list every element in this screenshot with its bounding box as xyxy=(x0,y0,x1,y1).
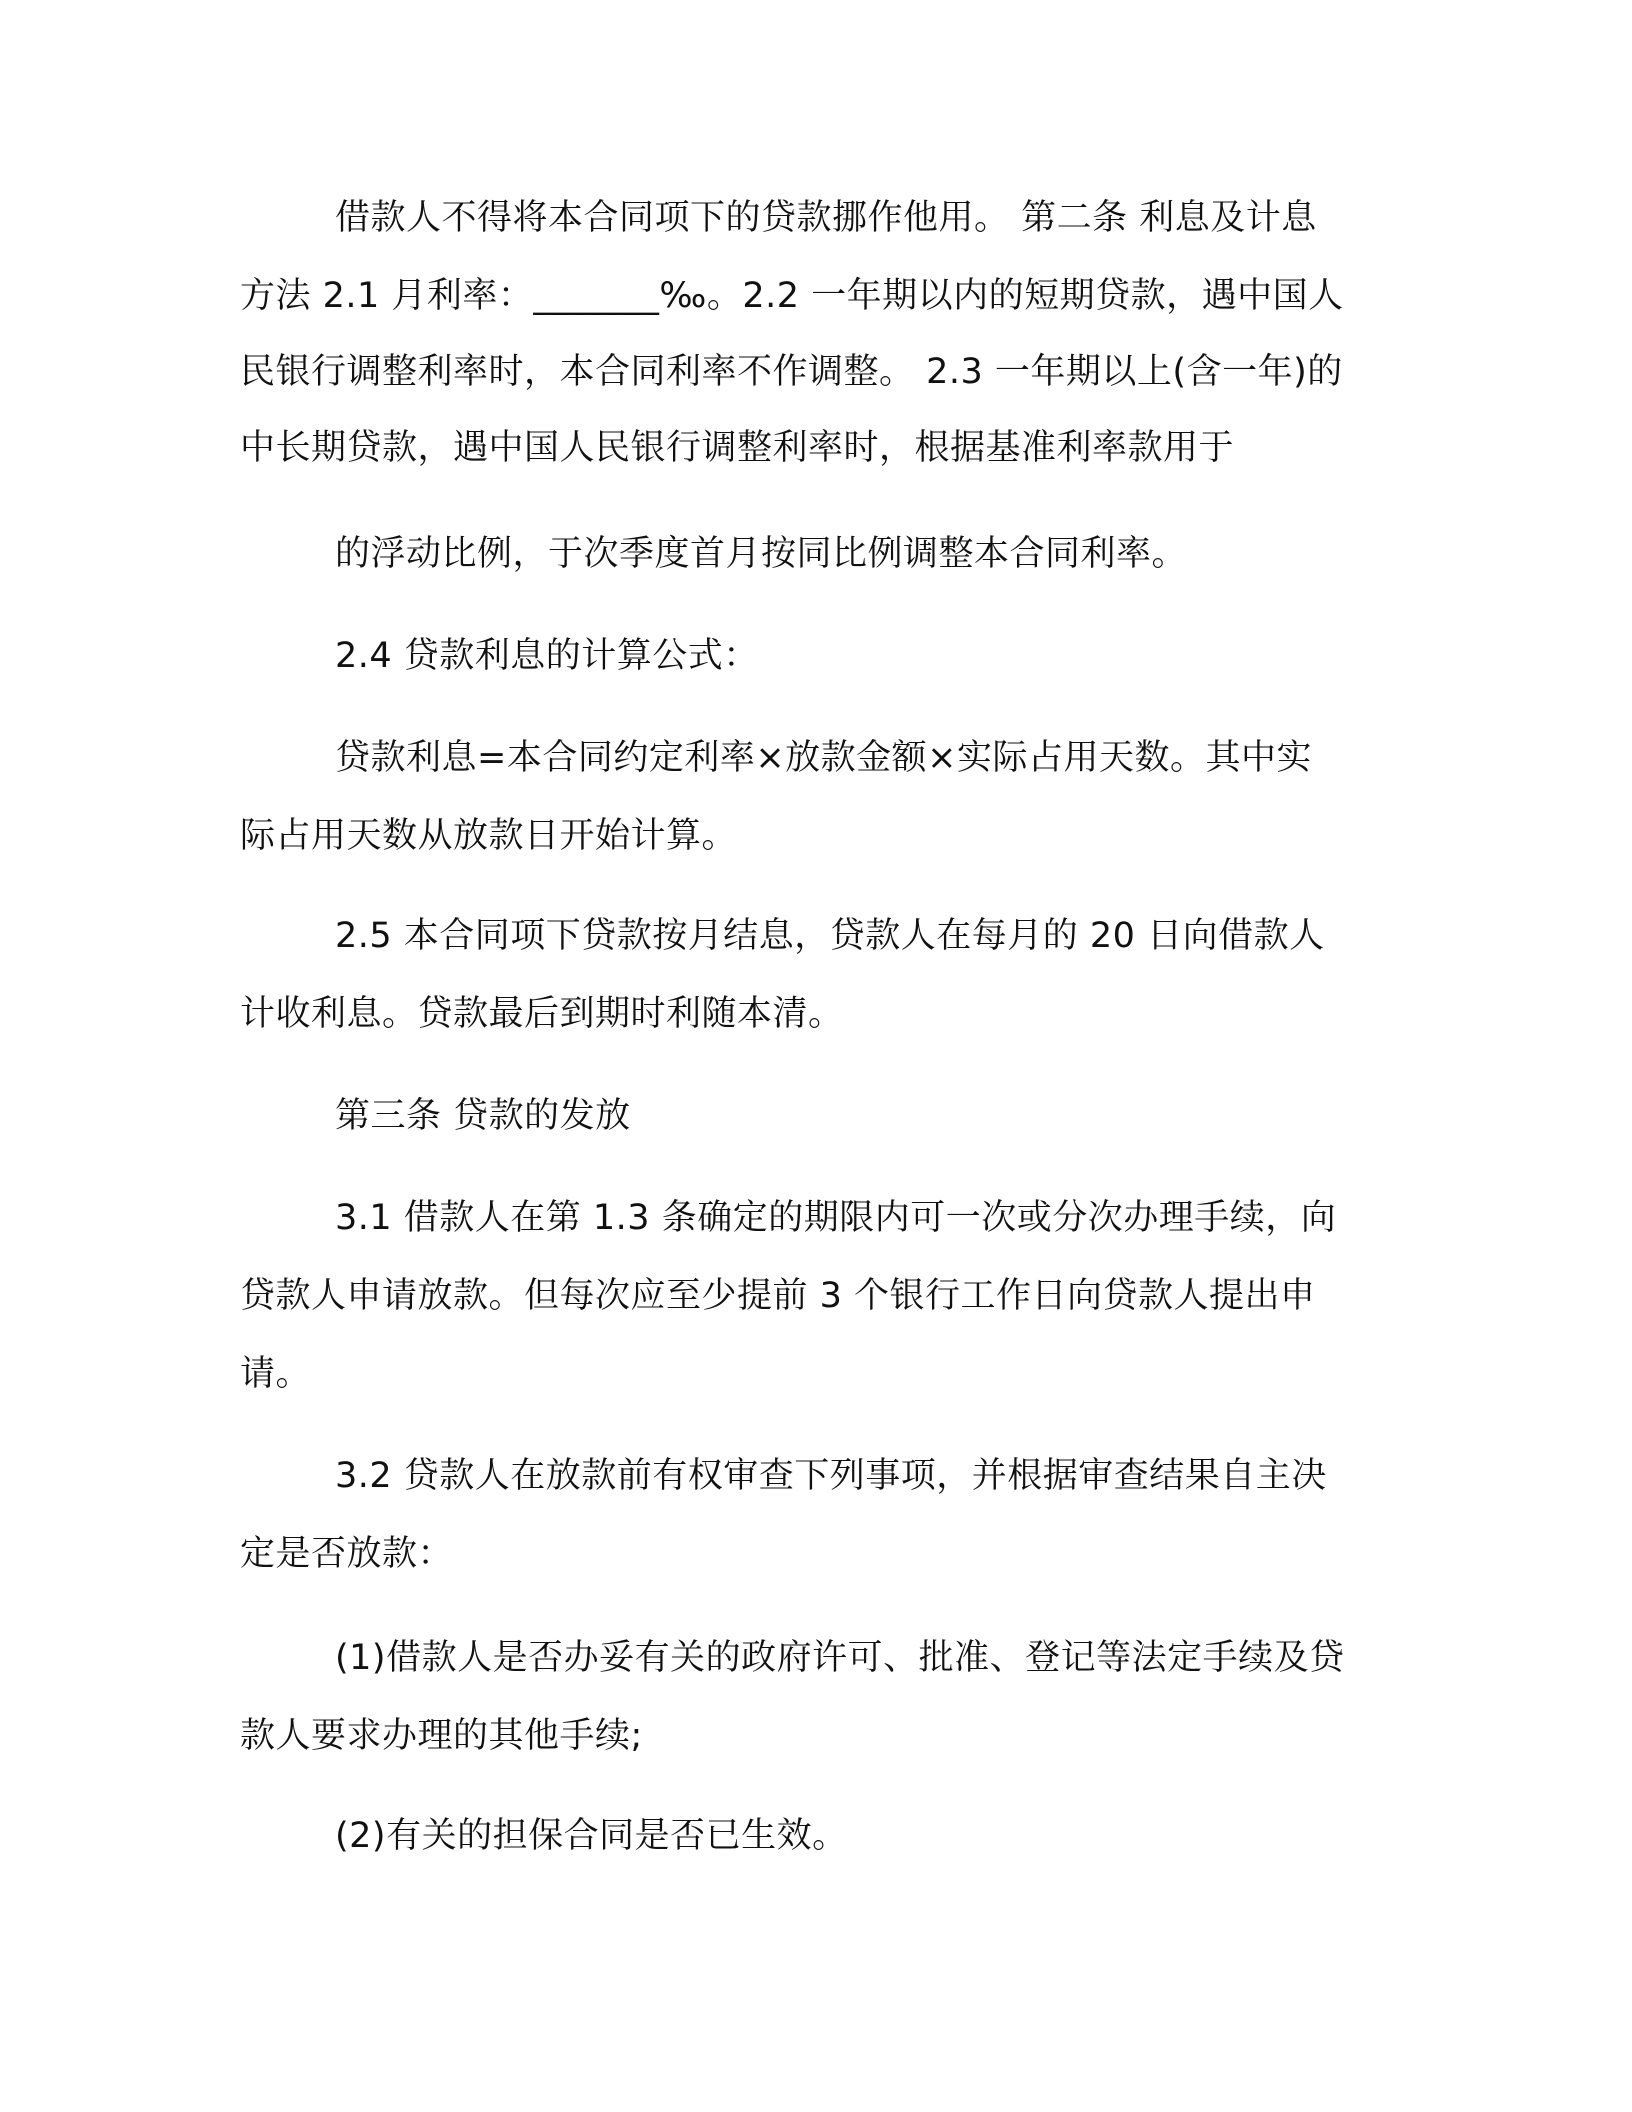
paragraph-line: 借款人不得将本合同项下的贷款挪作他用。 第二条 利息及计息 xyxy=(335,198,1317,238)
paragraph-line: 定是否放款： xyxy=(240,1534,454,1574)
list-item-line: (1)借款人是否办妥有关的政府许可、批准、登记等法定手续及贷 xyxy=(335,1638,1345,1678)
paragraph-line: 请。 xyxy=(240,1354,312,1394)
paragraph-line: 3.2 贷款人在放款前有权审查下列事项，并根据审查结果自主决 xyxy=(335,1456,1327,1496)
paragraph-line: 方法 2.1 月利率：_______‰。2.2 一年期以内的短期贷款，遇中国人 xyxy=(240,276,1344,316)
paragraph-line: 中长期贷款，遇中国人民银行调整利率时，根据基准利率款用于 xyxy=(240,428,1235,468)
section-heading: 2.4 贷款利息的计算公式： xyxy=(335,636,759,676)
paragraph-line: 3.1 借款人在第 1.3 条确定的期限内可一次或分次办理手续，向 xyxy=(335,1198,1337,1238)
paragraph-line: 贷款利息=本合同约定利率×放款金额×实际占用天数。其中实 xyxy=(335,738,1312,778)
paragraph-line: 民银行调整利率时，本合同利率不作调整。 2.3 一年期以上(含一年)的 xyxy=(240,352,1343,392)
paragraph-line: 计收利息。贷款最后到期时利随本清。 xyxy=(240,994,844,1034)
paragraph-line: 贷款人申请放款。但每次应至少提前 3 个银行工作日向贷款人提出申 xyxy=(240,1276,1316,1316)
article-heading: 第三条 贷款的发放 xyxy=(335,1096,631,1136)
list-item-line: (2)有关的担保合同是否已生效。 xyxy=(335,1816,848,1856)
paragraph-line: 际占用天数从放款日开始计算。 xyxy=(240,816,738,856)
list-item-line: 款人要求办理的其他手续; xyxy=(240,1716,643,1756)
paragraph-line: 2.5 本合同项下贷款按月结息，贷款人在每月的 20 日向借款人 xyxy=(335,916,1325,956)
paragraph-line: 的浮动比例，于次季度首月按同比例调整本合同利率。 xyxy=(335,534,1188,574)
